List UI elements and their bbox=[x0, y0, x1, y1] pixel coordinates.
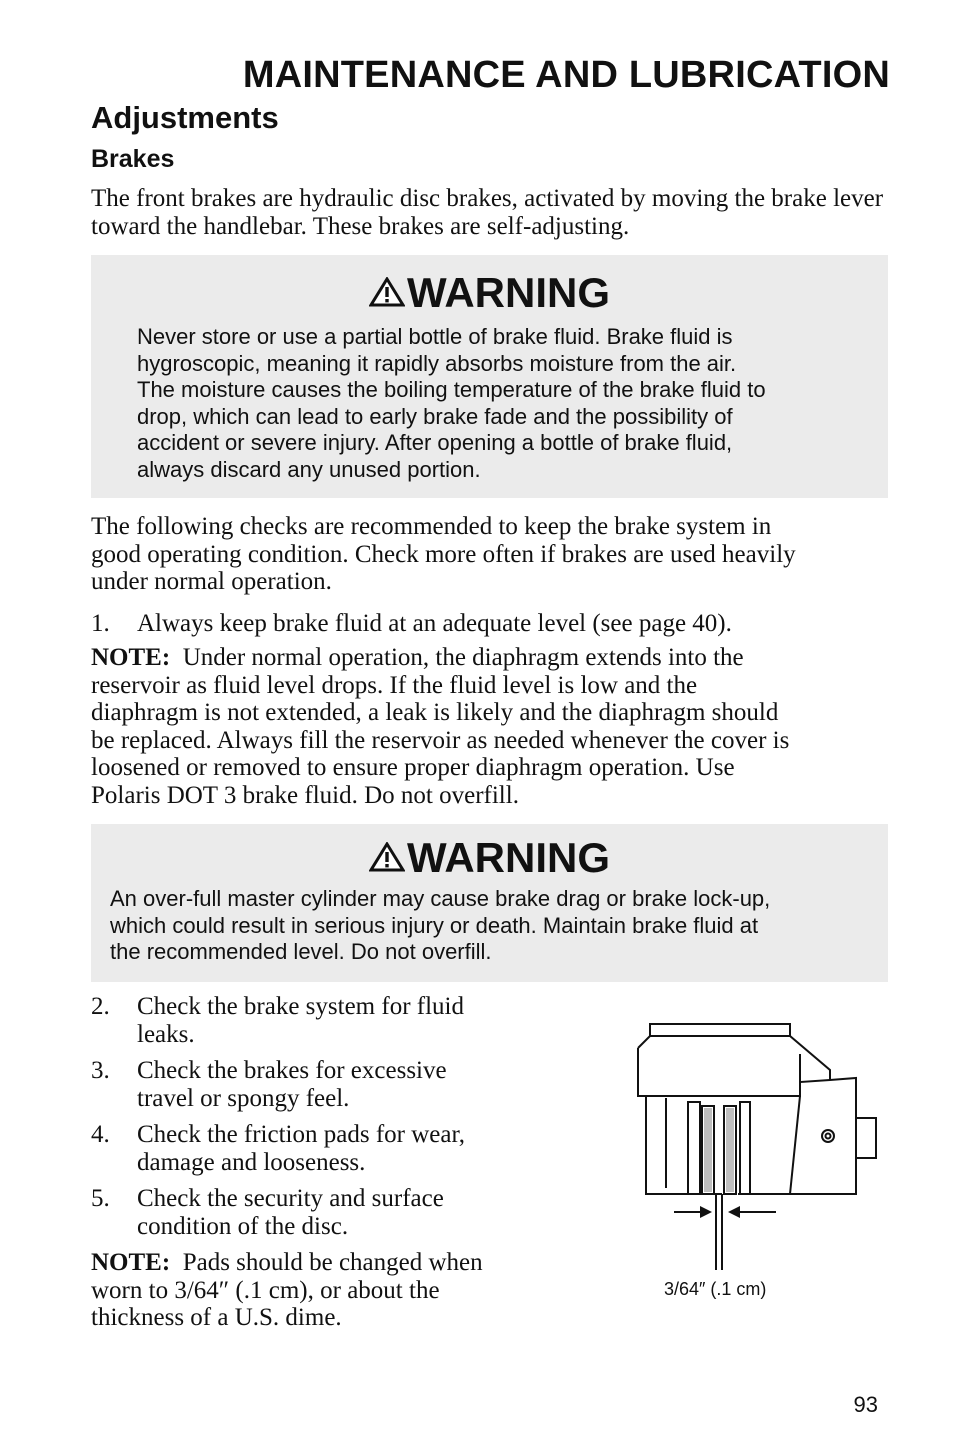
chapter-title: MAINTENANCE AND LUBRICATION bbox=[242, 54, 890, 96]
warning-box-2 bbox=[91, 824, 888, 982]
list-item bbox=[91, 1121, 551, 1176]
paragraph-line: loosened or removed to ensure proper diaphragm operation. Use bbox=[91, 754, 735, 781]
warning-triangle-icon bbox=[369, 277, 405, 307]
paragraph-line: reservoir as fluid level drops. If the fluid level is low and the bbox=[91, 671, 698, 699]
paragraph-line: thickness of a U.S. dime. bbox=[91, 1304, 342, 1331]
warning-box-1 bbox=[91, 255, 888, 498]
paragraph-line: diaphragm is not extended, a leak is likely and the diaphragm should bbox=[91, 699, 779, 726]
list-item-number: 5. bbox=[91, 1185, 110, 1212]
list-item-number: 4. bbox=[91, 1121, 110, 1148]
paragraph-line: Under normal operation, the diaphragm extends into the bbox=[170, 644, 744, 671]
warning-line: always discard any unused portion. bbox=[137, 456, 481, 482]
list-item-number: 3. bbox=[91, 1057, 110, 1084]
subsection-title: Brakes bbox=[91, 145, 175, 173]
note-label: NOTE: bbox=[91, 1249, 171, 1276]
paragraph-line: be replaced. Always fill the reservoir as needed whenever the cover is bbox=[91, 726, 790, 754]
paragraph-line: Pads should be changed when bbox=[170, 1249, 483, 1276]
list-item-line: leaks. bbox=[137, 1020, 195, 1048]
paragraph-line: good operating condition. Check more often if brakes are used heavily bbox=[91, 540, 796, 568]
check-list bbox=[91, 993, 551, 1240]
warning-text-2 bbox=[110, 886, 880, 966]
list-item-line: condition of the disc. bbox=[137, 1212, 349, 1240]
list-item-number: 2. bbox=[91, 993, 110, 1020]
list-item-text: Always keep brake fluid at an adequate level (see page 40). bbox=[137, 610, 732, 637]
warning-line: Never store or use a partial bottle of brake fluid. Brake fluid is bbox=[137, 324, 733, 349]
list-item-line: Check the brakes for excessive bbox=[137, 1057, 447, 1084]
list-item bbox=[91, 1057, 551, 1112]
list-item-line: Check the brake system for fluid bbox=[137, 993, 464, 1020]
warning-line: hygroscopic, meaning it rapidly absorbs moisture from the air. bbox=[137, 350, 737, 376]
list-item-line: damage and looseness. bbox=[137, 1148, 366, 1176]
list-item-text bbox=[137, 1121, 551, 1176]
warning-title-2: WARNING bbox=[407, 834, 610, 881]
warning-triangle-icon bbox=[369, 842, 405, 872]
figure-caption: 3/64″ (.1 cm) bbox=[664, 1279, 767, 1299]
warning-line: The moisture causes the boiling temperature of the brake fluid to bbox=[137, 377, 766, 402]
paragraph-line: under normal operation. bbox=[91, 568, 332, 595]
intro-paragraph: The front brakes are hydraulic disc brakes, activated by moving the brake lever toward the handlebar. These brakes are self-adjusting. bbox=[91, 185, 884, 240]
paragraph-line: worn to 3/64″ (.1 cm), or about the bbox=[91, 1276, 440, 1304]
list-item bbox=[91, 610, 891, 638]
warning-title-1: WARNING bbox=[407, 269, 610, 316]
paragraph-line: Polaris DOT 3 brake fluid. Do not overfill. bbox=[91, 781, 519, 809]
warning-heading-2 bbox=[91, 834, 888, 882]
list-item-line: travel or spongy feel. bbox=[137, 1084, 350, 1112]
warning-line: An over-full master cylinder may cause brake drag or brake lock-up, bbox=[110, 886, 771, 911]
warning-line: accident or severe injury. After opening a bottle of brake fluid, bbox=[137, 430, 733, 455]
note-paragraph-1 bbox=[91, 644, 911, 809]
list-item-text bbox=[137, 993, 551, 1048]
list-item-number: 1. bbox=[91, 610, 110, 637]
paragraph-line: The following checks are recommended to keep the brake system in bbox=[91, 513, 772, 540]
list-item-line: Check the security and surface bbox=[137, 1185, 444, 1212]
brake-caliper-pad-diagram-icon bbox=[630, 1018, 885, 1276]
list-item bbox=[91, 993, 551, 1048]
section-title: Adjustments bbox=[91, 100, 279, 135]
warning-line: drop, which can lead to early brake fade and the possibility of bbox=[137, 403, 733, 429]
list-item bbox=[91, 1185, 551, 1240]
page-number: 93 bbox=[853, 1392, 878, 1417]
warning-text-1 bbox=[137, 324, 877, 483]
warning-heading-1 bbox=[91, 269, 888, 317]
warning-line: which could result in serious injury or death. Maintain brake fluid at bbox=[110, 912, 759, 938]
list-item-text bbox=[137, 1057, 551, 1112]
note-paragraph-2 bbox=[91, 1249, 551, 1332]
list-item-text bbox=[137, 1185, 551, 1240]
list-item-line: Check the friction pads for wear, bbox=[137, 1121, 466, 1148]
warning-line: the recommended level. Do not overfill. bbox=[110, 939, 492, 964]
note-label: NOTE: bbox=[91, 644, 171, 671]
checks-intro-paragraph bbox=[91, 513, 911, 596]
